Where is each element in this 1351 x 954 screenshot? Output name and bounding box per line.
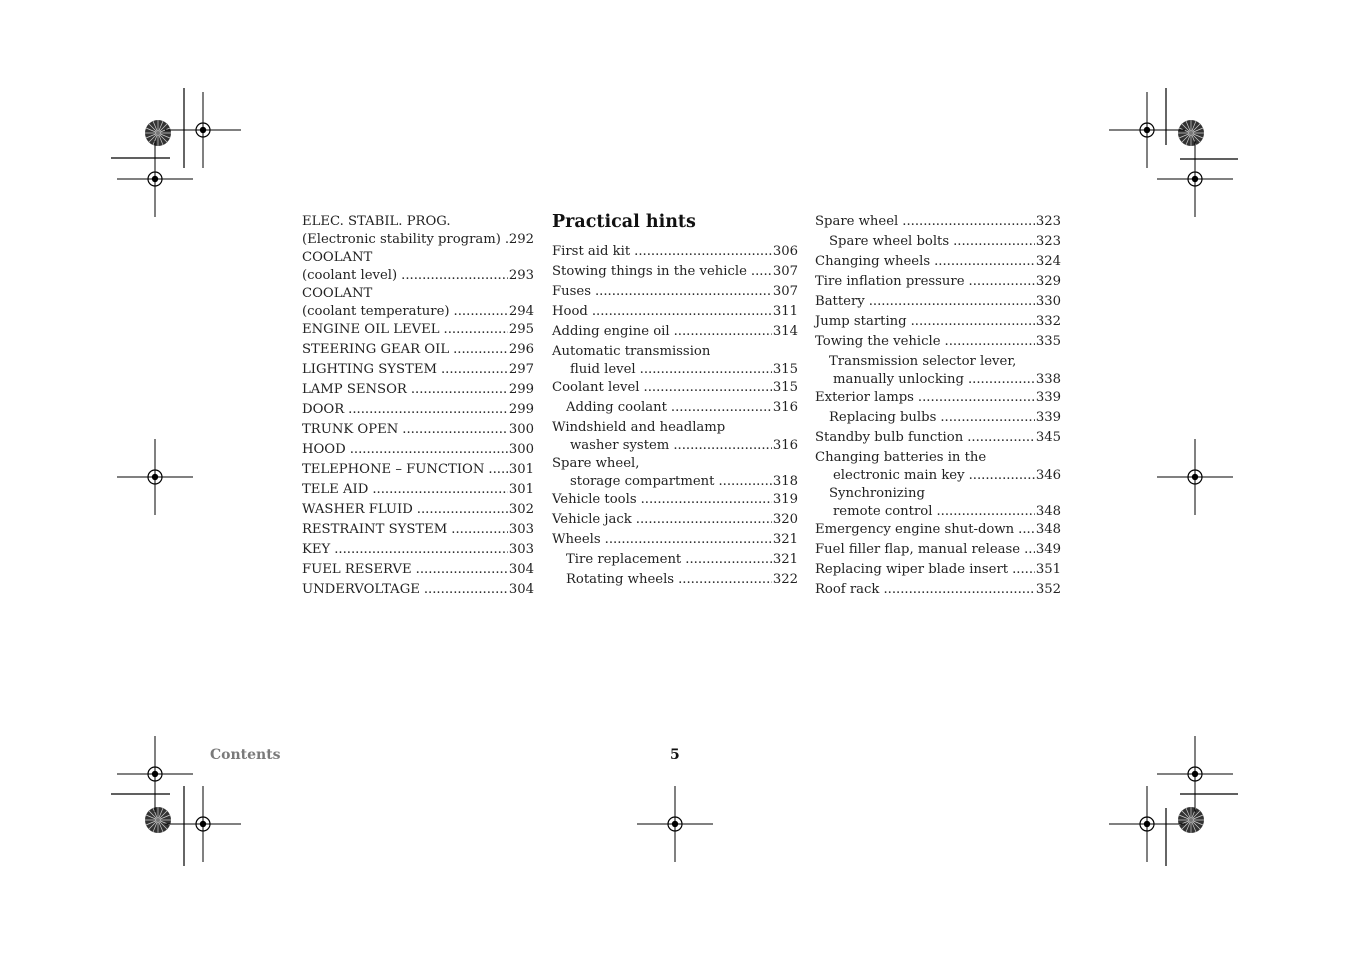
entry-page-number: 316 [772, 438, 798, 453]
dot-leader [411, 380, 508, 400]
entry-page-number: 329 [1035, 274, 1061, 289]
entry-heading-text: Transmission selector lever, [829, 354, 1017, 369]
entry-label: Exterior lamps [815, 390, 914, 405]
entry-label: ENGINE OIL LEVEL [302, 322, 440, 337]
entry-label: Replacing wiper blade insert [815, 562, 1009, 577]
entry-page-number: 324 [1035, 254, 1061, 269]
dot-leader [644, 378, 772, 398]
entry-page-number: 351 [1035, 562, 1061, 577]
entry-label: FUEL RESERVE [302, 562, 412, 577]
entry-page-number: 348 [1035, 522, 1061, 537]
index-entry [302, 540, 534, 560]
entry-page-number: 318 [772, 474, 798, 489]
index-column-3 [815, 212, 1061, 600]
footer-section-label: Contents [210, 747, 281, 763]
entry-label: Fuses [552, 284, 591, 299]
entry-page-number: 338 [1035, 372, 1061, 387]
dot-leader [969, 467, 1035, 484]
entry-label: washer system [570, 438, 670, 453]
entry-label: LAMP SENSOR [302, 382, 407, 397]
index-column-2 [552, 208, 798, 590]
index-entry [815, 428, 1061, 448]
entry-page-number: 296 [508, 342, 534, 357]
entry-page-number: 306 [772, 244, 798, 259]
entry-label: Emergency engine shut-down [815, 522, 1015, 537]
entry-page-number: 320 [772, 512, 798, 527]
dot-leader [1012, 560, 1035, 580]
index-entry [302, 440, 534, 460]
entry-page-number: 332 [1035, 314, 1061, 329]
entry-page-number: 301 [508, 482, 534, 497]
index-entry [815, 448, 1061, 484]
index-entry [552, 242, 798, 262]
entry-page-number: 315 [772, 362, 798, 377]
entry-page-number: 346 [1035, 468, 1061, 483]
entry-page-number: 323 [1035, 234, 1061, 249]
index-entry [302, 212, 534, 248]
index-entry [552, 398, 798, 418]
dot-leader [453, 340, 508, 360]
entry-label: UNDERVOLTAGE [302, 582, 420, 597]
entry-label: Standby bulb function [815, 430, 964, 445]
entry-page-number: 323 [1035, 214, 1061, 229]
entry-page-number: 304 [508, 582, 534, 597]
dot-leader [953, 232, 1035, 252]
entry-heading-text: ELEC. STABIL. PROG. [302, 214, 451, 229]
dot-leader [334, 540, 508, 560]
index-entry [815, 352, 1061, 388]
index-entry [552, 282, 798, 302]
entry-page-number: 349 [1035, 542, 1061, 557]
index-entry [302, 420, 534, 440]
entry-list [552, 242, 798, 590]
index-entry [815, 388, 1061, 408]
entry-page-number: 300 [508, 442, 534, 457]
index-entry [815, 332, 1061, 352]
footer-page-number: 5 [670, 747, 680, 763]
index-entry [302, 500, 534, 520]
dot-leader [636, 510, 772, 530]
dot-leader [372, 480, 508, 500]
registration-mark-mid-left [117, 439, 193, 515]
index-entry [552, 490, 798, 510]
index-entry [815, 232, 1061, 252]
index-entry [552, 342, 798, 378]
entry-heading-text: Changing batteries in the [815, 450, 987, 465]
entry-label: Jump starting [815, 314, 907, 329]
index-entry [815, 292, 1061, 312]
index-entry [302, 580, 534, 600]
index-entry [552, 510, 798, 530]
index-column-1 [302, 212, 534, 600]
entry-label: Battery [815, 294, 865, 309]
dot-leader [673, 437, 772, 454]
entry-page-number: 316 [772, 400, 798, 415]
entry-label: WASHER FLUID [302, 502, 413, 517]
entry-label: Coolant level [552, 380, 640, 395]
entry-label: Fuel filler flap, manual release [815, 542, 1021, 557]
index-entry [302, 320, 534, 340]
entry-page-number: 292 [508, 232, 534, 247]
index-entry [302, 560, 534, 580]
entry-page-number: 303 [508, 542, 534, 557]
entry-page-number: 321 [772, 532, 798, 547]
index-entry [552, 570, 798, 590]
dot-leader [605, 530, 772, 550]
index-entry [552, 550, 798, 570]
entry-page-number: 319 [772, 492, 798, 507]
dot-leader [1018, 520, 1035, 540]
registration-mark-bottom-center [637, 786, 713, 862]
entry-heading-text: COOLANT [302, 286, 373, 301]
entry-label: (coolant level) [302, 268, 398, 283]
index-entry [552, 322, 798, 342]
entry-page-number: 307 [772, 284, 798, 299]
entry-label: (Electronic stability program) [302, 232, 501, 247]
registration-mark-mid-right [1157, 439, 1233, 515]
index-entry [302, 480, 534, 500]
index-entry [552, 378, 798, 398]
entry-label: Stowing things in the vehicle [552, 264, 747, 279]
entry-label: Spare wheel [815, 214, 899, 229]
index-entry [552, 302, 798, 322]
entry-page-number: 301 [508, 462, 534, 477]
index-entry [302, 520, 534, 540]
index-entry [815, 540, 1061, 560]
entry-page-number: 348 [1035, 504, 1061, 519]
entry-label: Hood [552, 304, 588, 319]
index-entry [552, 418, 798, 454]
entry-page-number: 295 [508, 322, 534, 337]
dot-leader [940, 408, 1034, 428]
entry-label: DOOR [302, 402, 345, 417]
entry-page-number: 352 [1035, 582, 1061, 597]
entry-page-number: 345 [1035, 430, 1061, 445]
dot-leader [592, 302, 772, 322]
dot-leader [424, 580, 508, 600]
dot-leader [488, 460, 507, 480]
index-entry [552, 454, 798, 490]
entry-page-number: 339 [1035, 390, 1061, 405]
entry-page-number: 322 [772, 572, 798, 587]
entry-label: STEERING GEAR OIL [302, 342, 450, 357]
entry-heading-text: Windshield and headlamp [552, 420, 726, 435]
entry-page-number: 302 [508, 502, 534, 517]
dot-leader [417, 500, 508, 520]
dot-leader [969, 272, 1035, 292]
index-entry [302, 380, 534, 400]
entry-page-number: 335 [1035, 334, 1061, 349]
entry-page-number: 293 [508, 268, 534, 283]
dot-leader [640, 361, 772, 378]
index-entry [815, 252, 1061, 272]
dot-leader [1024, 540, 1035, 560]
index-entry [815, 484, 1061, 520]
dot-leader [678, 570, 772, 590]
registration-mark-top-right [1109, 88, 1238, 217]
index-entry [815, 312, 1061, 332]
dot-leader [883, 580, 1034, 600]
index-entry [302, 460, 534, 480]
index-entry [302, 248, 534, 284]
entry-page-number: 304 [508, 562, 534, 577]
dot-leader [401, 267, 508, 284]
dot-leader [685, 550, 772, 570]
registration-mark-top-left [111, 88, 241, 217]
index-entry [815, 212, 1061, 232]
dot-leader [441, 360, 508, 380]
entry-label: LIGHTING SYSTEM [302, 362, 437, 377]
dot-leader [968, 371, 1035, 388]
entry-label: storage compartment [570, 474, 715, 489]
entry-label: Tire replacement [566, 552, 682, 567]
dot-leader [869, 292, 1035, 312]
entry-page-number: 314 [772, 324, 798, 339]
index-entry [302, 284, 534, 320]
entry-label: Towing the vehicle [815, 334, 941, 349]
entry-label: Adding coolant [566, 400, 667, 415]
index-entry [815, 408, 1061, 428]
dot-leader [402, 420, 508, 440]
entry-label: Changing wheels [815, 254, 931, 269]
index-entry [552, 530, 798, 550]
dot-leader [641, 490, 772, 510]
entry-page-number: 294 [508, 304, 534, 319]
dot-leader [718, 473, 771, 490]
index-entry [302, 360, 534, 380]
dot-leader [936, 503, 1034, 520]
dot-leader [945, 332, 1035, 352]
dot-leader [902, 212, 1035, 232]
entry-label: TRUNK OPEN [302, 422, 399, 437]
entry-label: Vehicle jack [552, 512, 632, 527]
dot-leader [918, 388, 1035, 408]
index-entry [815, 560, 1061, 580]
dot-leader [451, 520, 508, 540]
dot-leader [967, 428, 1035, 448]
dot-leader [634, 242, 772, 262]
entry-page-number: 299 [508, 382, 534, 397]
entry-page-number: 330 [1035, 294, 1061, 309]
entry-label: Spare wheel bolts [829, 234, 950, 249]
entry-page-number: 339 [1035, 410, 1061, 425]
dot-leader [911, 312, 1035, 332]
entry-label: electronic main key [833, 468, 965, 483]
entry-label: TELEPHONE – FUNCTION [302, 462, 485, 477]
entry-label: fluid level [570, 362, 636, 377]
index-entry [815, 520, 1061, 540]
index-entry [302, 340, 534, 360]
entry-heading-text: COOLANT [302, 250, 373, 265]
entry-label: Wheels [552, 532, 601, 547]
entry-page-number: 303 [508, 522, 534, 537]
entry-page-number: 299 [508, 402, 534, 417]
dot-leader [671, 398, 772, 418]
entry-label: remote control [833, 504, 933, 519]
entry-label: First aid kit [552, 244, 631, 259]
entry-label: TELE AID [302, 482, 369, 497]
entry-page-number: 321 [772, 552, 798, 567]
entry-page-number: 300 [508, 422, 534, 437]
index-entry [302, 400, 534, 420]
dot-leader [444, 320, 508, 340]
entry-heading-text: Spare wheel, [552, 456, 640, 471]
entry-label: (coolant temperature) [302, 304, 450, 319]
dot-leader [348, 400, 508, 420]
entry-label: HOOD [302, 442, 346, 457]
index-entry [815, 580, 1061, 600]
index-entry [815, 272, 1061, 292]
dot-leader [934, 252, 1035, 272]
entry-page-number: 307 [772, 264, 798, 279]
entry-heading-text: Synchronizing [829, 486, 925, 501]
registration-mark-bottom-right [1109, 736, 1238, 866]
entry-label: KEY [302, 542, 331, 557]
entry-label: Adding engine oil [552, 324, 670, 339]
entry-label: Rotating wheels [566, 572, 675, 587]
entry-label: Tire inflation pressure [815, 274, 965, 289]
dot-leader [751, 262, 772, 282]
entry-label: Roof rack [815, 582, 880, 597]
section-heading: Practical hints [552, 212, 696, 232]
dot-leader [674, 322, 772, 342]
dot-leader [416, 560, 508, 580]
entry-label: manually unlocking [833, 372, 964, 387]
index-entry [552, 262, 798, 282]
dot-leader [350, 440, 508, 460]
entry-label: Replacing bulbs [829, 410, 937, 425]
entry-page-number: 315 [772, 380, 798, 395]
dot-leader [595, 282, 772, 302]
entry-label: RESTRAINT SYSTEM [302, 522, 448, 537]
entry-heading-text: Automatic transmission [552, 344, 711, 359]
dot-leader [454, 303, 508, 320]
entry-label: Vehicle tools [552, 492, 637, 507]
entry-page-number: 311 [772, 304, 798, 319]
entry-page-number: 297 [508, 362, 534, 377]
dot-leader [505, 231, 508, 248]
